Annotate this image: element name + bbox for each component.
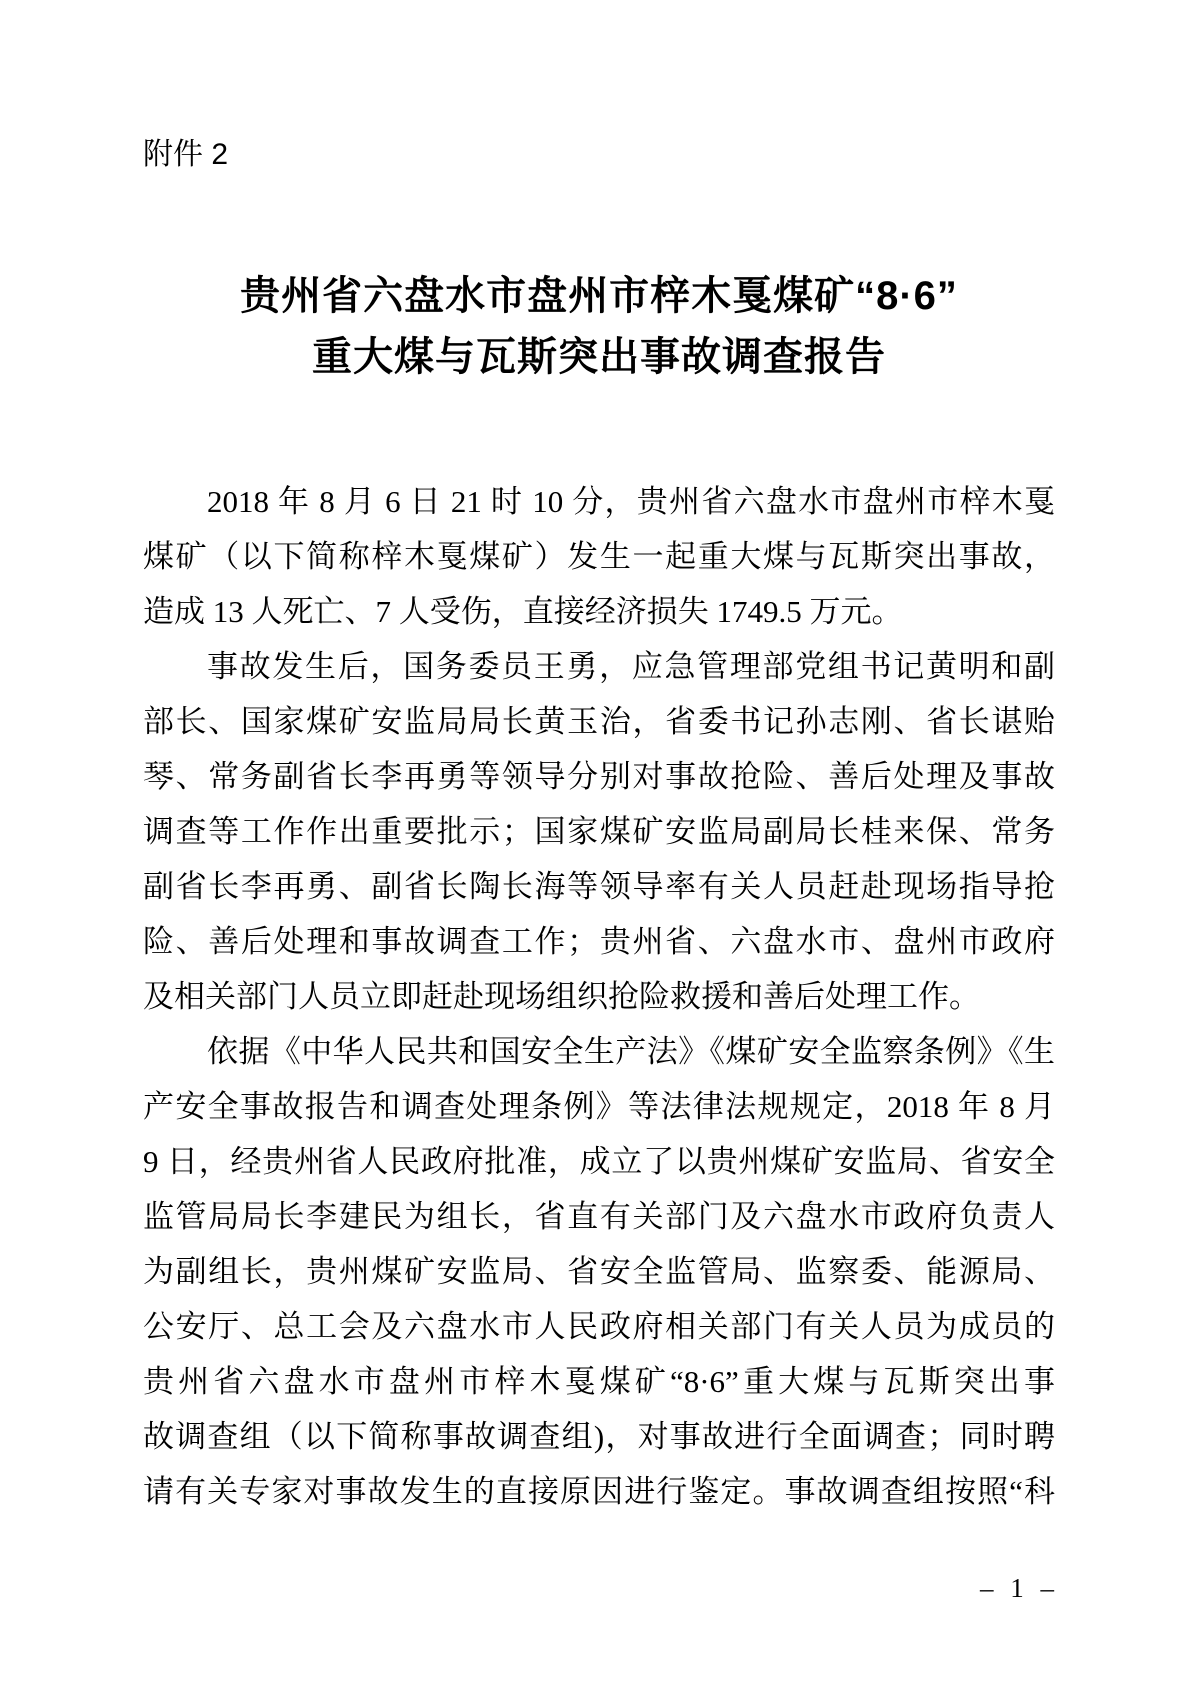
body-line: 部长、国家煤矿安监局局长黄玉治，省委书记孙志刚、省长谌贻: [143, 704, 1055, 739]
body-line: 副省长李再勇、副省长陶长海等领导率有关人员赶赴现场指导抢: [143, 869, 1055, 904]
document-title-line2: 重大煤与瓦斯突出事故调查报告: [312, 335, 886, 379]
body-line: 2018 年 8 月 6 日 21 时 10 分，贵州省六盘水市盘州市梓木戛: [207, 484, 1055, 519]
body-line: 故调查组（以下简称事故调查组)，对事故进行全面调查；同时聘: [143, 1419, 1055, 1454]
body-line: 煤矿（以下简称梓木戛煤矿）发生一起重大煤与瓦斯突出事故，: [143, 539, 1055, 574]
body-line: 调查等工作作出重要批示；国家煤矿安监局副局长桂来保、常务: [143, 814, 1055, 849]
document-title: [143, 266, 1055, 388]
document-title-line1: 贵州省六盘水市盘州市梓木戛煤矿“8·6”: [240, 274, 958, 318]
body-line: 贵州省六盘水市盘州市梓木戛煤矿“8·6”重大煤与瓦斯突出事: [143, 1364, 1055, 1399]
body-line: 为副组长，贵州煤矿安监局、省安全监管局、监察委、能源局、: [143, 1254, 1055, 1289]
body-line: 监管局局长李建民为组长，省直有关部门及六盘水市政府负责人: [143, 1199, 1055, 1234]
document-body: [143, 474, 1055, 1519]
body-line: 公安厅、总工会及六盘水市人民政府相关部门有关人员为成员的: [143, 1309, 1055, 1344]
body-line: 依据《中华人民共和国安全生产法》《煤矿安全监察条例》《生: [207, 1034, 1055, 1069]
body-line: 9 日，经贵州省人民政府批准，成立了以贵州煤矿安监局、省安全: [143, 1144, 1055, 1179]
attachment-label: 附件 2: [143, 138, 229, 171]
page-number: – 1 –: [980, 1573, 1059, 1603]
body-line: 产安全事故报告和调查处理条例》等法律法规规定，2018 年 8 月: [143, 1089, 1055, 1124]
body-line: 险、善后处理和事故调查工作；贵州省、六盘水市、盘州市政府: [143, 924, 1055, 959]
body-line: 事故发生后，国务委员王勇，应急管理部党组书记黄明和副: [207, 649, 1055, 684]
body-line: 及相关部门人员立即赶赴现场组织抢险救援和善后处理工作。: [143, 979, 980, 1014]
body-line: 造成 13 人死亡、7 人受伤，直接经济损失 1749.5 万元。: [143, 594, 903, 629]
body-line: 请有关专家对事故发生的直接原因进行鉴定。事故调查组按照“科: [143, 1474, 1055, 1509]
body-line: 琴、常务副省长李再勇等领导分别对事故抢险、善后处理及事故: [143, 759, 1055, 794]
